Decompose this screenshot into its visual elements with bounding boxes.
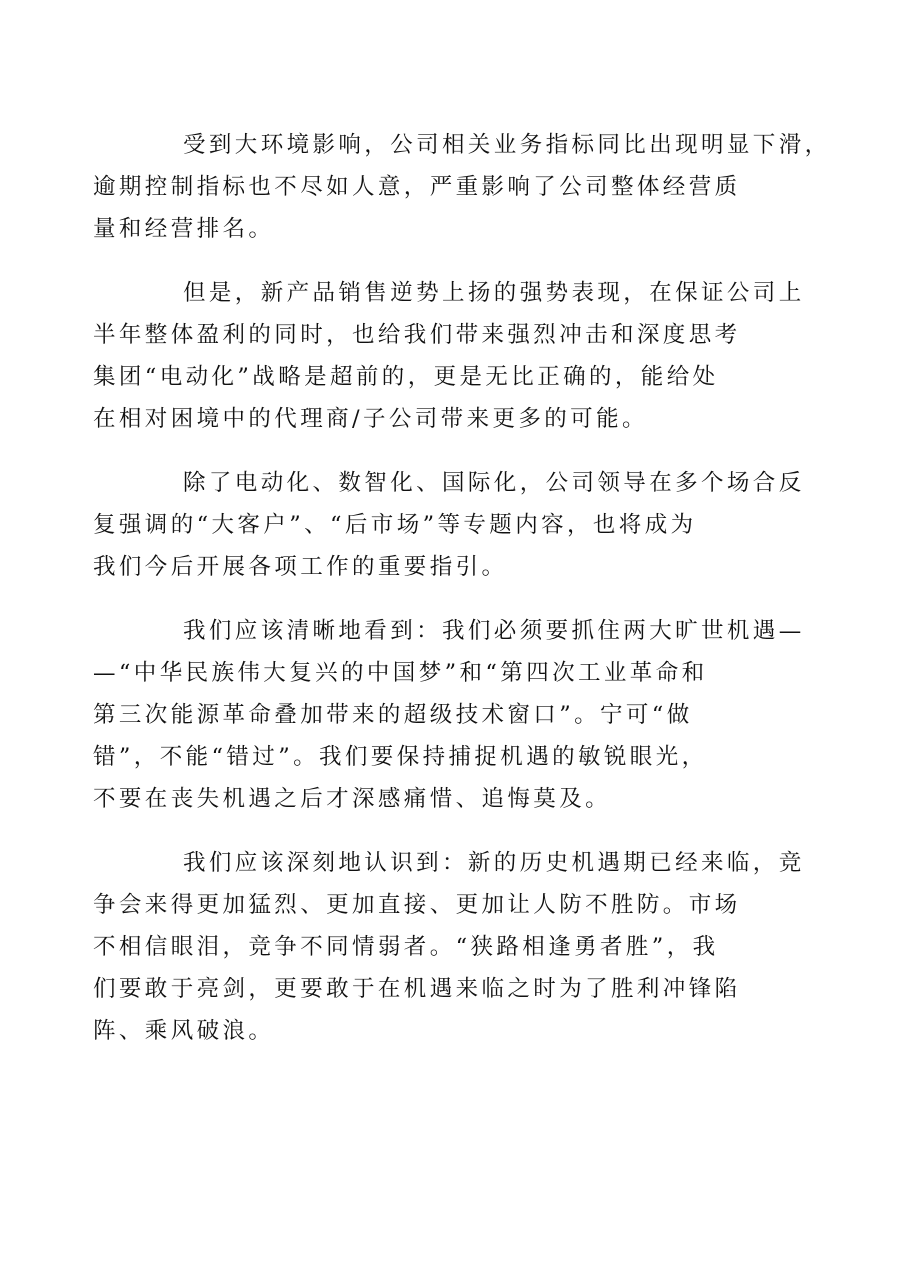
paragraph-2 (93, 272, 805, 440)
paragraph-line: 我们应该清晰地看到：我们必须要抓住两大旷世机遇— (183, 618, 805, 644)
paragraph-line: 复强调的“大客户”、“后市场”等专题内容，也将成为 (93, 512, 697, 538)
paragraph-line: 争会来得更加猛烈、更加直接、更加让人防不胜防。市场 (93, 892, 741, 918)
paragraph-1 (93, 124, 831, 250)
paragraph-line: 量和经营排名。 (93, 216, 275, 242)
paragraph-line: 不要在丧失机遇之后才深感痛惜、追悔莫及。 (93, 786, 612, 812)
document-body (93, 124, 831, 1074)
paragraph-line: 阵、乘风破浪。 (93, 1018, 275, 1044)
paragraph-line: —“中华民族伟大复兴的中国梦”和“第四次工业革命和 (93, 660, 708, 686)
paragraph-line: 不相信眼泪，竞争不同情弱者。“狭路相逢勇者胜”，我 (93, 934, 719, 960)
paragraph-line: 我们应该深刻地认识到：新的历史机遇期已经来临，竞 (183, 850, 805, 876)
paragraph-3 (93, 462, 805, 588)
paragraph-4 (93, 610, 805, 820)
paragraph-line: 半年整体盈利的同时，也给我们带来强烈冲击和深度思考 (93, 322, 741, 348)
paragraph-line: 逾期控制指标也不尽如人意，严重影响了公司整体经营质 (93, 174, 741, 200)
paragraph-line: 第三次能源革命叠加带来的超级技术窗口”。宁可“做 (93, 702, 693, 728)
paragraph-line: 在相对困境中的代理商/子公司带来更多的可能。 (93, 406, 648, 432)
paragraph-line: 们要敢于亮剑，更要敢于在机遇来临之时为了胜利冲锋陷 (93, 976, 741, 1002)
paragraph-line: 集团“电动化”战略是超前的，更是无比正确的，能给处 (93, 364, 719, 390)
paragraph-line: 我们今后开展各项工作的重要指引。 (93, 554, 508, 580)
paragraph-line: 错”，不能“错过”。我们要保持捕捉机遇的敏锐眼光， (93, 744, 708, 770)
paragraph-5 (93, 842, 805, 1052)
paragraph-line: 受到大环境影响，公司相关业务指标同比出现明显下滑， (183, 132, 831, 158)
paragraph-line: 但是，新产品销售逆势上扬的强势表现，在保证公司上 (183, 280, 805, 306)
paragraph-line: 除了电动化、数智化、国际化，公司领导在多个场合反 (183, 470, 805, 496)
